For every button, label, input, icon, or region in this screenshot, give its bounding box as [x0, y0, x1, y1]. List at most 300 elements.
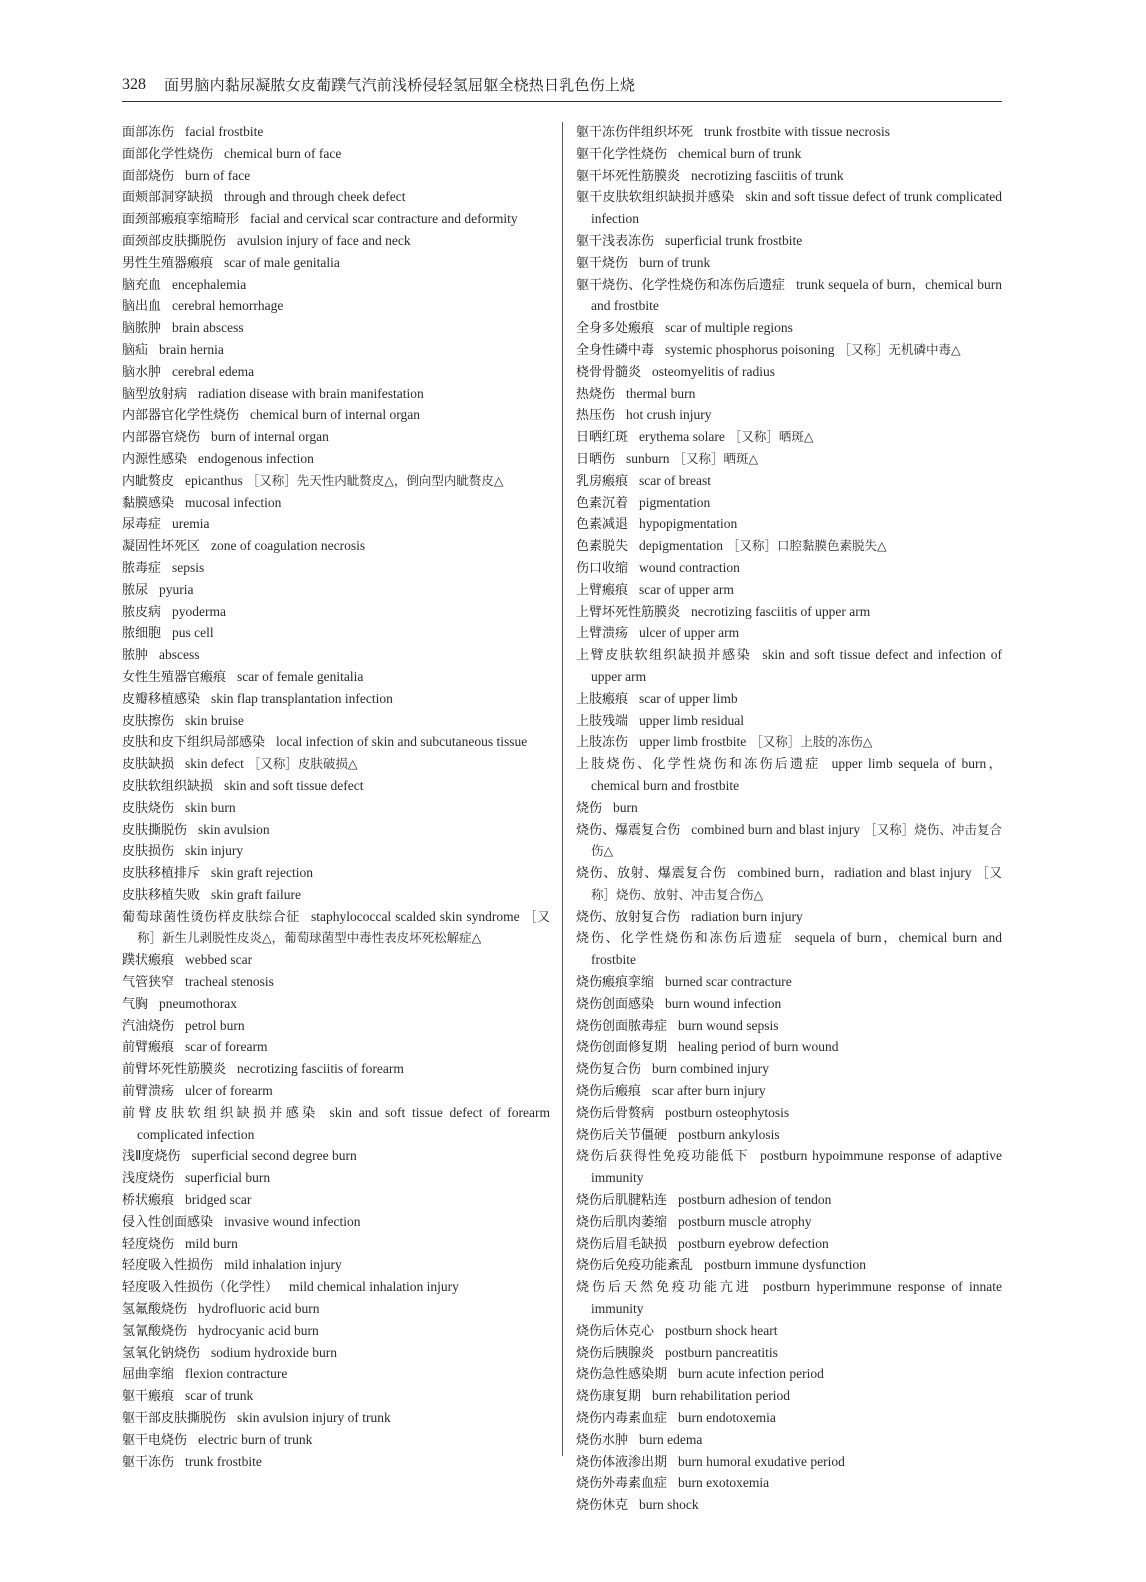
glossary-entry	[122, 384, 550, 406]
glossary-entry	[122, 536, 550, 558]
entry-term-en: burn of face	[185, 167, 251, 183]
entry-term-zh: 上肢烧伤、化学性烧伤和冻伤后遗症	[576, 757, 821, 773]
entry-term-zh: 气管狭窄	[122, 975, 175, 991]
entry-term-en: mucosal infection	[185, 494, 282, 510]
entry-term-zh: 侵入性创面感染	[122, 1214, 214, 1230]
entry-term-zh: 躯干化学性烧伤	[576, 146, 668, 162]
glossary-entry	[122, 514, 550, 536]
entry-term-zh: 男性生殖器瘢痕	[122, 255, 214, 271]
entry-term-zh: 蹼状瘢痕	[122, 953, 175, 969]
entry-term-en: burn combined injury	[652, 1061, 769, 1077]
glossary-entry	[122, 1190, 550, 1212]
glossary-entry	[122, 602, 550, 624]
glossary-entry	[576, 732, 1002, 754]
entry-term-en: burn	[613, 799, 638, 815]
entry-term-en: skin and soft tissue defect of forearm complicated infection	[137, 1104, 550, 1142]
entry-term-zh: 脑充血	[122, 277, 162, 293]
glossary-entry	[122, 732, 550, 754]
entry-term-zh: 烧伤水肿	[576, 1432, 629, 1448]
entry-term-en: burn wound sepsis	[678, 1017, 779, 1033]
entry-term-en: mild burn	[185, 1235, 238, 1251]
entry-term-zh: 氢氟酸烧伤	[122, 1302, 188, 1318]
entry-term-zh: 上臂瘢痕	[576, 582, 629, 598]
entry-term-en: zone of coagulation necrosis	[211, 538, 366, 554]
entry-term-en: burn wound infection	[665, 995, 782, 1011]
entry-term-zh: 烧伤后天然免疫功能亢进	[576, 1280, 752, 1296]
entry-term-zh: 皮肤移植失败	[122, 887, 201, 903]
glossary-entry	[576, 1103, 1002, 1125]
entry-term-en: skin and soft tissue defect of trunk complicated infection	[591, 189, 1002, 227]
glossary-entry	[576, 493, 1002, 515]
entry-term-zh: 脓毒症	[122, 560, 162, 576]
entry-term-zh: 烧伤、放射复合伤	[576, 909, 681, 925]
entry-term-zh: 烧伤创面脓毒症	[576, 1018, 668, 1034]
entry-term-en: endogenous infection	[198, 450, 314, 466]
entry-term-zh: 轻度吸入性损伤	[122, 1258, 214, 1274]
glossary-entry	[122, 340, 550, 362]
entry-term-en: osteomyelitis of radius	[652, 363, 775, 379]
entry-term-zh: 烧伤后骨赘病	[576, 1105, 655, 1121]
entry-term-zh: 烧伤外毒素血症	[576, 1476, 668, 1492]
entry-term-en: scar after burn injury	[652, 1083, 766, 1099]
entry-term-en: scar of trunk	[185, 1388, 254, 1404]
entry-term-zh: 上肢残端	[576, 713, 629, 729]
right-column	[576, 122, 1002, 1517]
entry-term-en: uremia	[172, 516, 210, 532]
entry-term-en: webbed scar	[185, 952, 253, 968]
entry-term-en: superficial burn	[185, 1170, 271, 1186]
entry-term-en: ulcer of upper arm	[639, 625, 740, 641]
entry-term-en: ulcer of forearm	[185, 1083, 273, 1099]
entry-term-en: upper limb sequela of burn，chemical burn and frostbite	[591, 756, 1002, 793]
entry-term-zh: 躯干皮肤软组织缺损并感染	[576, 190, 735, 206]
entry-term-zh: 脑脓肿	[122, 321, 162, 337]
entry-term-en: radiation disease with brain manifestation	[198, 385, 424, 401]
entry-term-en: invasive wound infection	[224, 1213, 361, 1229]
entry-term-en: burn edema	[639, 1431, 703, 1447]
glossary-entry	[576, 231, 1002, 253]
entry-term-zh: 色素脱失	[576, 539, 629, 555]
entry-term-zh: 面颈部瘢痕挛缩畸形	[122, 212, 240, 228]
entry-term-zh: 烧伤后眉毛缺损	[576, 1236, 668, 1252]
glossary-entry	[576, 907, 1002, 929]
glossary-entry	[576, 820, 1002, 864]
entry-term-zh: 脓尿	[122, 582, 149, 598]
glossary-entry	[576, 187, 1002, 231]
glossary-entry	[576, 253, 1002, 275]
entry-synonym-note: ［又称］口腔黏膜色素脱失△	[726, 538, 887, 554]
entry-term-zh: 烧伤休克	[576, 1498, 629, 1514]
entry-term-zh: 上肢冻伤	[576, 735, 629, 751]
entry-term-en: skin injury	[185, 843, 244, 859]
entry-term-zh: 桡骨骨髓炎	[576, 364, 642, 380]
glossary-entry	[576, 1190, 1002, 1212]
entry-term-zh: 烧伤后肌腱粘连	[576, 1193, 668, 1209]
glossary-entry	[122, 1059, 550, 1081]
glossary-entry	[122, 493, 550, 515]
entry-term-zh: 躯干冻伤	[122, 1454, 175, 1470]
glossary-entry	[122, 972, 550, 994]
glossary-entry	[576, 928, 1002, 972]
entry-term-en: chemical burn of face	[224, 145, 342, 161]
entry-term-en: postburn immune dysfunction	[704, 1257, 867, 1273]
entry-term-zh: 躯干冻伤伴组织坏死	[576, 125, 694, 140]
entry-term-zh: 皮肤和皮下组织局部感染	[122, 735, 266, 751]
entry-term-zh: 氢氰酸烧伤	[122, 1323, 188, 1339]
glossary-entry	[122, 1146, 550, 1168]
entry-term-zh: 烧伤瘢痕挛缩	[576, 975, 655, 991]
entry-term-zh: 色素减退	[576, 517, 629, 533]
entry-term-zh: 烧伤后胰腺炎	[576, 1345, 655, 1361]
entry-term-en: skin graft rejection	[211, 865, 313, 881]
entry-term-en: burn shock	[639, 1497, 699, 1513]
entry-term-zh: 上臂溃疡	[576, 626, 629, 642]
entry-term-en: sodium hydroxide burn	[211, 1344, 338, 1360]
glossary-entry	[122, 1386, 550, 1408]
entry-term-zh: 热烧伤	[576, 386, 616, 402]
glossary-entry	[122, 1016, 550, 1038]
entry-term-en: systemic phosphorus poisoning	[665, 341, 835, 357]
entry-term-en: chemical burn of trunk	[678, 145, 802, 161]
glossary-entry	[122, 1103, 550, 1147]
glossary-entry	[576, 1386, 1002, 1408]
entry-term-en: skin and soft tissue defect and infection of upper arm	[591, 647, 1002, 684]
entry-term-zh: 日晒伤	[576, 451, 616, 467]
entry-term-en: pyuria	[159, 581, 194, 597]
glossary-entry	[122, 209, 550, 231]
glossary-entry	[576, 798, 1002, 820]
entry-term-zh: 上臂坏死性筋膜炎	[576, 604, 681, 620]
entry-term-zh: 凝固性坏死区	[122, 539, 201, 555]
entry-term-en: erythema solare	[639, 429, 725, 445]
glossary-entry	[576, 536, 1002, 558]
glossary-entry	[122, 1277, 550, 1299]
entry-term-en: wound contraction	[639, 559, 740, 575]
entry-term-zh: 前臂溃疡	[122, 1084, 175, 1100]
entry-term-en: staphylococcal scalded skin syndrome	[310, 908, 520, 924]
glossary-entry	[122, 820, 550, 842]
entry-term-zh: 烧伤后肌肉萎缩	[576, 1214, 668, 1230]
glossary-entry	[122, 689, 550, 711]
entry-synonym-note: ［又称］先天性内眦赘皮△，倒向型内眦赘皮△	[246, 472, 504, 488]
entry-term-en: hot crush injury	[626, 407, 712, 423]
glossary-entry	[576, 1430, 1002, 1452]
glossary-entry	[122, 885, 550, 907]
entry-term-en: postburn hypoimmune response of adaptive immunity	[591, 1148, 1002, 1186]
glossary-entry	[122, 558, 550, 580]
entry-term-zh: 屈曲挛缩	[122, 1367, 175, 1383]
glossary-entry	[122, 362, 550, 384]
glossary-entry	[122, 1081, 550, 1103]
entry-term-en: postburn osteophytosis	[665, 1104, 790, 1120]
entry-term-en: burn acute infection period	[678, 1366, 824, 1382]
entry-term-en: tracheal stenosis	[185, 974, 274, 990]
entry-term-en: radiation burn injury	[691, 908, 803, 924]
entry-term-en: skin avulsion injury of trunk	[237, 1410, 391, 1426]
glossary-entry	[576, 122, 1002, 144]
entry-term-zh: 日晒红斑	[576, 430, 629, 446]
glossary-entry	[576, 754, 1002, 798]
glossary-entry	[122, 427, 550, 449]
entry-term-en: pyoderma	[172, 603, 226, 619]
entry-term-zh: 烧伤内毒素血症	[576, 1411, 668, 1427]
entry-term-en: skin avulsion	[198, 821, 270, 837]
glossary-entry	[122, 1452, 550, 1474]
entry-term-zh: 皮瓣移植感染	[122, 691, 201, 707]
entry-term-en: scar of forearm	[185, 1039, 268, 1055]
entry-term-zh: 色素沉着	[576, 495, 629, 511]
entry-term-zh: 躯干部皮肤撕脱伤	[122, 1411, 227, 1427]
entry-term-zh: 皮肤擦伤	[122, 713, 175, 729]
entry-term-zh: 面部烧伤	[122, 168, 175, 184]
glossary-entry	[576, 580, 1002, 602]
entry-term-en: scar of upper arm	[639, 581, 734, 597]
glossary-entry	[122, 471, 550, 493]
glossary-entry	[576, 623, 1002, 645]
entry-term-en: scar of multiple regions	[665, 320, 793, 336]
entry-term-en: hydrofluoric acid burn	[198, 1301, 320, 1317]
glossary-entry	[122, 863, 550, 885]
entry-term-en: skin and soft tissue defect	[224, 777, 364, 793]
entry-synonym-note: ［又称］皮肤破损△	[247, 756, 358, 772]
entry-term-en: hydrocyanic acid burn	[198, 1322, 319, 1338]
entry-term-zh: 桥状瘢痕	[122, 1193, 175, 1209]
entry-term-en: healing period of burn wound	[678, 1039, 839, 1055]
glossary-entry	[576, 1037, 1002, 1059]
entry-term-zh: 内部器官化学性烧伤	[122, 408, 240, 424]
entry-term-en: superficial second degree burn	[191, 1148, 357, 1164]
column-divider	[562, 122, 563, 1456]
entry-term-en: skin defect	[185, 756, 244, 772]
entry-term-zh: 全身多处瘢痕	[576, 321, 655, 337]
entry-synonym-note: ［又称］晒斑△	[728, 429, 814, 445]
glossary-entry	[122, 798, 550, 820]
entry-term-zh: 烧伤体液渗出期	[576, 1454, 668, 1470]
entry-term-zh: 前臂坏死性筋膜炎	[122, 1062, 227, 1078]
entry-term-en: flexion contracture	[185, 1366, 288, 1382]
entry-term-en: upper limb frostbite	[639, 734, 747, 750]
glossary-entry	[576, 1364, 1002, 1386]
entry-synonym-note: ［又称］无机磷中毒△	[838, 341, 961, 357]
glossary-entry	[122, 1364, 550, 1386]
entry-term-en: trunk frostbite with tissue necrosis	[704, 124, 890, 139]
entry-term-zh: 面颊部洞穿缺损	[122, 190, 214, 206]
glossary-entry	[122, 667, 550, 689]
entry-term-zh: 脓细胞	[122, 626, 162, 642]
entry-term-en: facial frostbite	[185, 124, 264, 139]
entry-term-en: scar of female genitalia	[237, 668, 364, 684]
entry-term-en: scar of breast	[639, 472, 711, 488]
entry-term-en: postburn ankylosis	[678, 1126, 780, 1142]
glossary-entry	[122, 754, 550, 776]
entry-term-en: sunburn	[626, 450, 670, 466]
entry-term-zh: 上肢瘢痕	[576, 691, 629, 707]
entry-term-zh: 气胸	[122, 996, 149, 1012]
glossary-entry	[576, 1495, 1002, 1517]
entry-term-en: skin burn	[185, 799, 236, 815]
entry-term-zh: 女性生殖器官瘢痕	[122, 669, 227, 685]
entry-term-zh: 上臂皮肤软组织缺损并感染	[576, 648, 752, 664]
entry-term-en: postburn hyperimmune response of innate immunity	[591, 1279, 1002, 1317]
entry-term-en: burn of internal organ	[211, 429, 329, 445]
entry-term-zh: 烧伤、化学性烧伤和冻伤后遗症	[576, 931, 784, 947]
entry-term-en: thermal burn	[626, 385, 696, 401]
entry-term-en: burn endotoxemia	[678, 1410, 776, 1426]
entry-term-zh: 脑出血	[122, 299, 162, 315]
glossary-entry	[576, 1059, 1002, 1081]
entry-term-zh: 皮肤损伤	[122, 844, 175, 860]
entry-term-zh: 浅度烧伤	[122, 1171, 175, 1187]
entry-term-en: postburn muscle atrophy	[678, 1213, 812, 1229]
glossary-entry	[576, 1212, 1002, 1234]
entry-term-en: trunk sequela of burn，chemical burn and frostbite	[591, 276, 1002, 314]
glossary-entry	[576, 1255, 1002, 1277]
glossary-entry	[576, 166, 1002, 188]
entry-term-en: postburn adhesion of tendon	[678, 1192, 832, 1208]
glossary-entry	[576, 994, 1002, 1016]
glossary-entry	[576, 362, 1002, 384]
entry-term-en: hypopigmentation	[639, 516, 738, 532]
entry-term-en: skin flap transplantation infection	[211, 690, 393, 706]
entry-term-zh: 烧伤后免疫功能紊乱	[576, 1258, 694, 1274]
entry-term-en: necrotizing fasciitis of upper arm	[691, 603, 871, 619]
glossary-entry	[122, 580, 550, 602]
entry-term-en: brain hernia	[159, 341, 224, 357]
glossary-entry	[576, 318, 1002, 340]
glossary-entry	[576, 1321, 1002, 1343]
entry-term-en: burned scar contracture	[665, 974, 792, 990]
entry-term-zh: 烧伤后瘢痕	[576, 1084, 642, 1100]
glossary-entry	[576, 1343, 1002, 1365]
entry-term-en: necrotizing fasciitis of trunk	[691, 167, 844, 183]
entry-term-zh: 内源性感染	[122, 451, 188, 467]
entry-term-en: burn rehabilitation period	[652, 1388, 790, 1404]
glossary-entry	[576, 645, 1002, 689]
glossary-entry	[122, 166, 550, 188]
entry-term-zh: 皮肤缺损	[122, 757, 175, 773]
entry-term-zh: 脑疝	[122, 342, 149, 358]
glossary-entry	[576, 1277, 1002, 1321]
glossary-entry	[576, 1452, 1002, 1474]
glossary-entry	[122, 231, 550, 253]
glossary-entry	[576, 689, 1002, 711]
glossary-entry	[576, 340, 1002, 362]
entry-term-zh: 烧伤后关节僵硬	[576, 1127, 668, 1143]
entry-term-zh: 热压伤	[576, 408, 616, 424]
glossary-entry	[122, 187, 550, 209]
glossary-entry	[576, 972, 1002, 994]
glossary-entry	[122, 907, 550, 951]
entry-term-en: pus cell	[172, 625, 214, 641]
glossary-entry	[576, 275, 1002, 319]
entry-term-zh: 烧伤后获得性免疫功能低下	[576, 1149, 750, 1165]
entry-term-zh: 烧伤创面修复期	[576, 1040, 668, 1056]
glossary-entry	[576, 1473, 1002, 1495]
entry-synonym-note: ［又称］上肢的冻伤△	[750, 734, 873, 750]
entry-synonym-note: ［又称］新生儿剥脱性皮炎△，葡萄球菌型中毒性表皮坏死松解症△	[137, 908, 550, 946]
entry-term-zh: 乳房瘢痕	[576, 473, 629, 489]
entry-term-zh: 轻度吸入性损伤（化学性）	[122, 1280, 279, 1296]
entry-term-en: burn of trunk	[639, 254, 711, 270]
entry-term-zh: 烧伤急性感染期	[576, 1367, 668, 1383]
entry-term-en: skin bruise	[185, 712, 244, 728]
glossary-entry	[576, 449, 1002, 471]
entry-term-zh: 烧伤康复期	[576, 1389, 642, 1405]
entry-term-en: cerebral hemorrhage	[172, 298, 284, 314]
glossary-entry	[122, 841, 550, 863]
entry-term-zh: 躯干瘢痕	[122, 1389, 175, 1405]
entry-term-en: scar of male genitalia	[224, 254, 340, 270]
entry-term-en: through and through cheek defect	[224, 189, 406, 205]
entry-term-zh: 烧伤创面感染	[576, 996, 655, 1012]
entry-term-zh: 面部化学性烧伤	[122, 146, 214, 162]
glossary-entry	[122, 1430, 550, 1452]
entry-term-en: mild chemical inhalation injury	[289, 1279, 459, 1295]
entry-term-en: facial and cervical scar contracture and deformity	[250, 211, 518, 227]
entry-term-zh: 躯干坏死性筋膜炎	[576, 168, 681, 184]
glossary-entry	[576, 1146, 1002, 1190]
entry-term-zh: 躯干浅表冻伤	[576, 233, 655, 249]
glossary-entry	[576, 427, 1002, 449]
glossary-entry	[576, 863, 1002, 907]
entry-term-zh: 浅Ⅱ度烧伤	[122, 1149, 181, 1165]
entry-term-en: superficial trunk frostbite	[665, 232, 803, 248]
glossary-entry	[576, 1125, 1002, 1147]
entry-term-en: encephalemia	[172, 276, 247, 292]
glossary-entry	[122, 275, 550, 297]
entry-term-en: postburn pancreatitis	[665, 1344, 778, 1360]
glossary-entry	[122, 1321, 550, 1343]
entry-term-zh: 脓肿	[122, 648, 149, 664]
entry-term-en: sequela of burn，chemical burn and frostbite	[591, 930, 1002, 968]
glossary-entry	[122, 1408, 550, 1430]
glossary-entry	[122, 645, 550, 667]
entry-term-en: burn humoral exudative period	[678, 1453, 845, 1469]
glossary-entry	[122, 449, 550, 471]
glossary-entry	[122, 623, 550, 645]
entry-term-en: pigmentation	[639, 494, 711, 510]
glossary-entry	[576, 144, 1002, 166]
entry-term-en: abscess	[159, 647, 200, 663]
entry-term-zh: 烧伤、爆震复合伤	[576, 822, 681, 838]
entry-term-zh: 氢氧化钠烧伤	[122, 1345, 201, 1361]
entry-term-zh: 面颈部皮肤撕脱伤	[122, 233, 227, 249]
entry-term-en: necrotizing fasciitis of forearm	[237, 1061, 404, 1077]
entry-term-zh: 躯干烧伤、化学性烧伤和冻伤后遗症	[576, 277, 786, 293]
glossary-entry	[122, 318, 550, 340]
glossary-entry	[122, 253, 550, 275]
entry-term-en: electric burn of trunk	[198, 1431, 313, 1447]
glossary-entry	[122, 776, 550, 798]
glossary-entry	[122, 1299, 550, 1321]
glossary-entry	[576, 384, 1002, 406]
entry-term-zh: 脑水肿	[122, 364, 162, 380]
glossary-entry	[576, 558, 1002, 580]
page-header	[122, 74, 1002, 102]
glossary-entry	[122, 950, 550, 972]
entry-term-zh: 烧伤	[576, 800, 603, 816]
glossary-entry	[576, 471, 1002, 493]
glossary-entry	[576, 602, 1002, 624]
entry-term-zh: 烧伤复合伤	[576, 1062, 642, 1078]
glossary-entry	[122, 711, 550, 733]
entry-term-en: postburn eyebrow defection	[678, 1235, 829, 1251]
entry-term-en: trunk frostbite	[185, 1453, 262, 1469]
glossary-entry	[122, 1234, 550, 1256]
entry-term-en: postburn shock heart	[665, 1322, 778, 1338]
glossary-entry	[122, 1255, 550, 1277]
entry-term-zh: 内部器官烧伤	[122, 430, 201, 446]
